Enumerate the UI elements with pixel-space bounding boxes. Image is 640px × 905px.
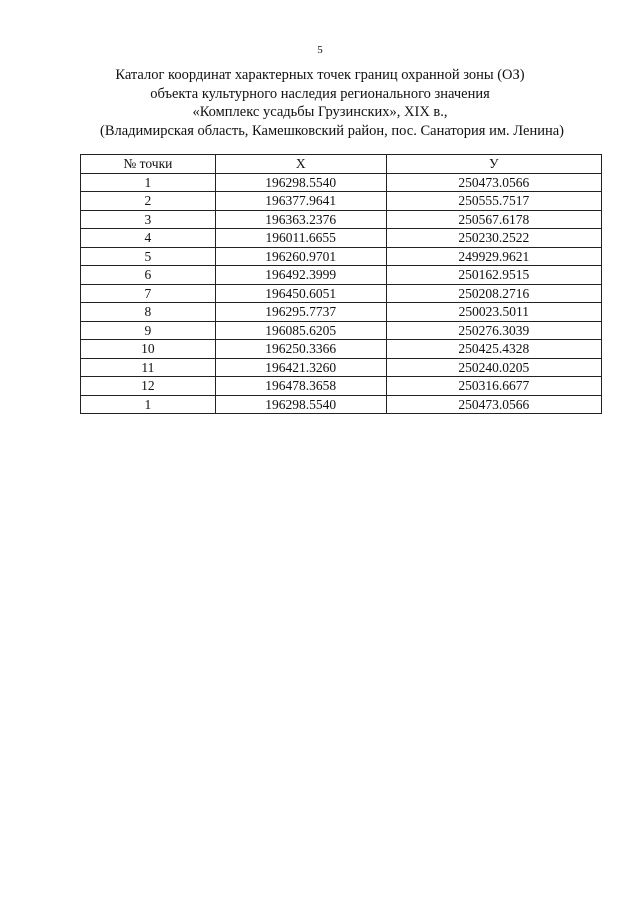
x-coordinate-cell: 196295.7737: [215, 303, 386, 322]
table-row: [81, 247, 602, 266]
y-coordinate-cell: 250473.0566: [386, 395, 601, 414]
document-title: [100, 66, 564, 140]
x-coordinate-cell: 196377.9641: [215, 192, 386, 211]
point-number-cell: 11: [81, 358, 216, 377]
header-y: У: [386, 155, 601, 174]
page-number: 5: [317, 44, 323, 56]
x-coordinate-cell: 196492.3999: [215, 266, 386, 285]
title-line: объекта культурного наследия регионального значения: [150, 85, 490, 102]
coordinates-table: [80, 154, 602, 414]
y-coordinate-cell: 249929.9621: [386, 247, 601, 266]
x-coordinate-cell: 196011.6655: [215, 229, 386, 248]
x-coordinate-cell: 196260.9701: [215, 247, 386, 266]
table-row: [81, 284, 602, 303]
point-number-cell: 2: [81, 192, 216, 211]
table-row: [81, 358, 602, 377]
y-coordinate-cell: 250316.6677: [386, 377, 601, 396]
y-coordinate-cell: 250023.5011: [386, 303, 601, 322]
point-number-cell: 7: [81, 284, 216, 303]
y-coordinate-cell: 250240.0205: [386, 358, 601, 377]
y-coordinate-cell: 250208.2716: [386, 284, 601, 303]
y-coordinate-cell: 250276.3039: [386, 321, 601, 340]
table-row: [81, 321, 602, 340]
x-coordinate-cell: 196085.6205: [215, 321, 386, 340]
x-coordinate-cell: 196298.5540: [215, 173, 386, 192]
point-number-cell: 4: [81, 229, 216, 248]
point-number-cell: 9: [81, 321, 216, 340]
y-coordinate-cell: 250230.2522: [386, 229, 601, 248]
table-row: [81, 173, 602, 192]
point-number-cell: 5: [81, 247, 216, 266]
x-coordinate-cell: 196298.5540: [215, 395, 386, 414]
table-row: [81, 340, 602, 359]
y-coordinate-cell: 250162.9515: [386, 266, 601, 285]
header-x: X: [215, 155, 386, 174]
title-line: Каталог координат характерных точек границ охранной зоны (ОЗ): [115, 67, 525, 83]
y-coordinate-cell: 250425.4328: [386, 340, 601, 359]
table-row: [81, 303, 602, 322]
table-header-row: [81, 155, 602, 174]
x-coordinate-cell: 196450.6051: [215, 284, 386, 303]
point-number-cell: 12: [81, 377, 216, 396]
point-number-cell: 1: [81, 173, 216, 192]
y-coordinate-cell: 250555.7517: [386, 192, 601, 211]
point-number-cell: 1: [81, 395, 216, 414]
point-number-cell: 3: [81, 210, 216, 229]
y-coordinate-cell: 250473.0566: [386, 173, 601, 192]
point-number-cell: 6: [81, 266, 216, 285]
point-number-cell: 8: [81, 303, 216, 322]
x-coordinate-cell: 196421.3260: [215, 358, 386, 377]
table-row: [81, 266, 602, 285]
point-number-cell: 10: [81, 340, 216, 359]
title-line: (Владимирская область, Камешковский район, пос. Санатория им. Ленина): [100, 122, 564, 139]
table-row: [81, 377, 602, 396]
x-coordinate-cell: 196250.3366: [215, 340, 386, 359]
table-row: [81, 192, 602, 211]
x-coordinate-cell: 196363.2376: [215, 210, 386, 229]
y-coordinate-cell: 250567.6178: [386, 210, 601, 229]
header-point-number: № точки: [81, 155, 216, 174]
title-line: «Комплекс усадьбы Грузинских», XIX в.,: [192, 104, 448, 120]
table-row: [81, 395, 602, 414]
table-body: [81, 173, 602, 414]
table-row: [81, 229, 602, 248]
x-coordinate-cell: 196478.3658: [215, 377, 386, 396]
table-row: [81, 210, 602, 229]
